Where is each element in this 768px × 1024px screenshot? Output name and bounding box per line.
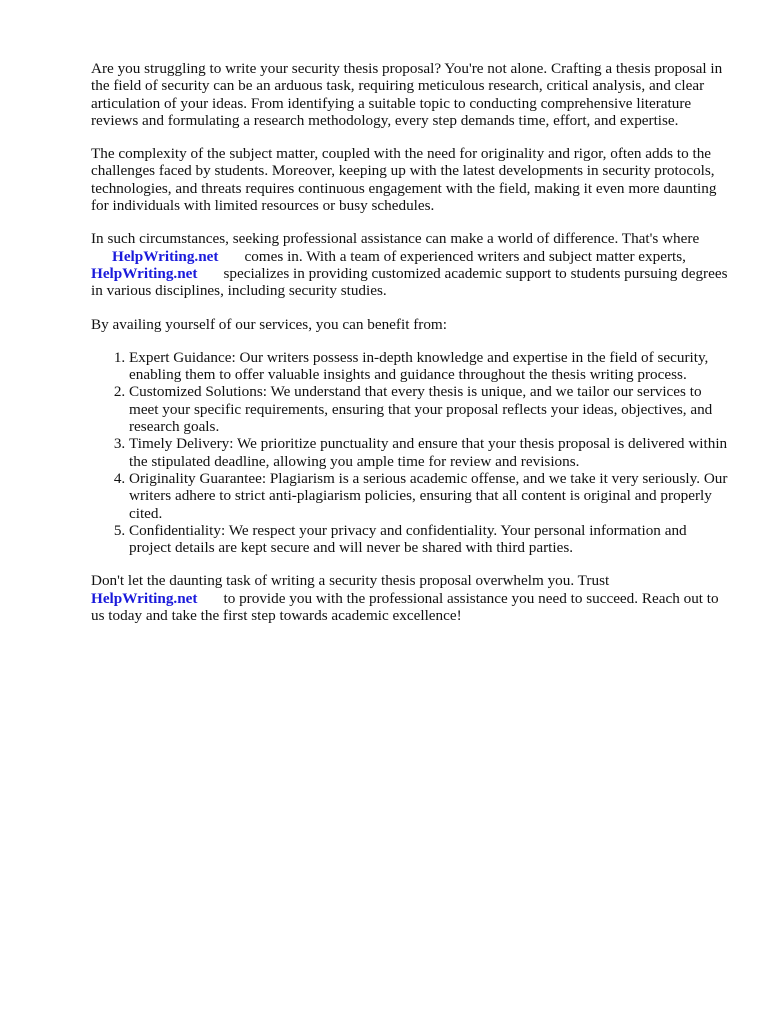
benefits-intro: By availing yourself of our services, you can benefit from: (91, 315, 447, 333)
complexity-paragraph: The complexity of the subject matter, coupled with the need for originality and rigor, often adds to the challenges faced by students. Moreover, keeping up with the latest developments in security protocols, technologies, and threats requires continuous engagement with the field, making it even more daunting for individuals with limited resources or busy schedules. (91, 145, 717, 215)
assistance-text-middle: comes in. With a team of experienced writers and subject matter experts, (244, 247, 686, 265)
helpwriting-link[interactable]: HelpWriting.net (91, 589, 198, 607)
helpwriting-link[interactable]: HelpWriting.net (91, 264, 198, 282)
closing-paragraph (91, 572, 731, 624)
list-item: 2. Customized Solutions: We understand that every thesis is unique, and we tailor our services to meet your specific requirements, ensuring that your proposal reflects your ideas, objectives, and research goals. (129, 383, 731, 435)
list-item: 4. Originality Guarantee: Plagiarism is a serious academic offense, and we take it very seriously. Our writers adhere to strict anti-plagiarism policies, ensuring that all content is original and properly cited. (129, 470, 731, 522)
closing-text-start: Don't let the daunting task of writing a security thesis proposal overwhelm you. Trust (91, 572, 610, 590)
assistance-paragraph (91, 230, 731, 299)
assistance-text-end: specializes in providing customized academic support to students pursuing degrees in various disciplines, including security studies. (91, 264, 728, 300)
list-item: 5. Confidentiality: We respect your privacy and confidentiality. Your personal information and project details are kept secure and will never be shared with third parties. (129, 522, 731, 557)
intro-paragraph: Are you struggling to write your security thesis proposal? You're not alone. Crafting a thesis proposal in the field of security can be an arduous task, requiring meticulous research, critical analysis, and clear articulation of your ideas. From identifying a suitable topic to conducting comprehensive literature reviews and formulating a research methodology, every step demands time, effort, and expertise. (91, 60, 723, 129)
helpwriting-link[interactable]: HelpWriting.net (112, 247, 219, 265)
list-item: 1. Expert Guidance: Our writers possess in-depth knowledge and expertise in the field of security, enabling them to offer valuable insights and guidance throughout the thesis writing process. (129, 349, 731, 384)
benefits-list (91, 349, 731, 557)
closing-text-end: to provide you with the professional assistance you need to succeed. Reach out to us today and take the first step towards academic excellence! (91, 589, 719, 625)
document-page (91, 60, 731, 640)
list-item: 3. Timely Delivery: We prioritize punctuality and ensure that your thesis proposal is delivered within the stipulated deadline, allowing you ample time for review and revisions. (129, 435, 731, 470)
assistance-text-start: In such circumstances, seeking professional assistance can make a world of difference. That's where (91, 230, 700, 248)
